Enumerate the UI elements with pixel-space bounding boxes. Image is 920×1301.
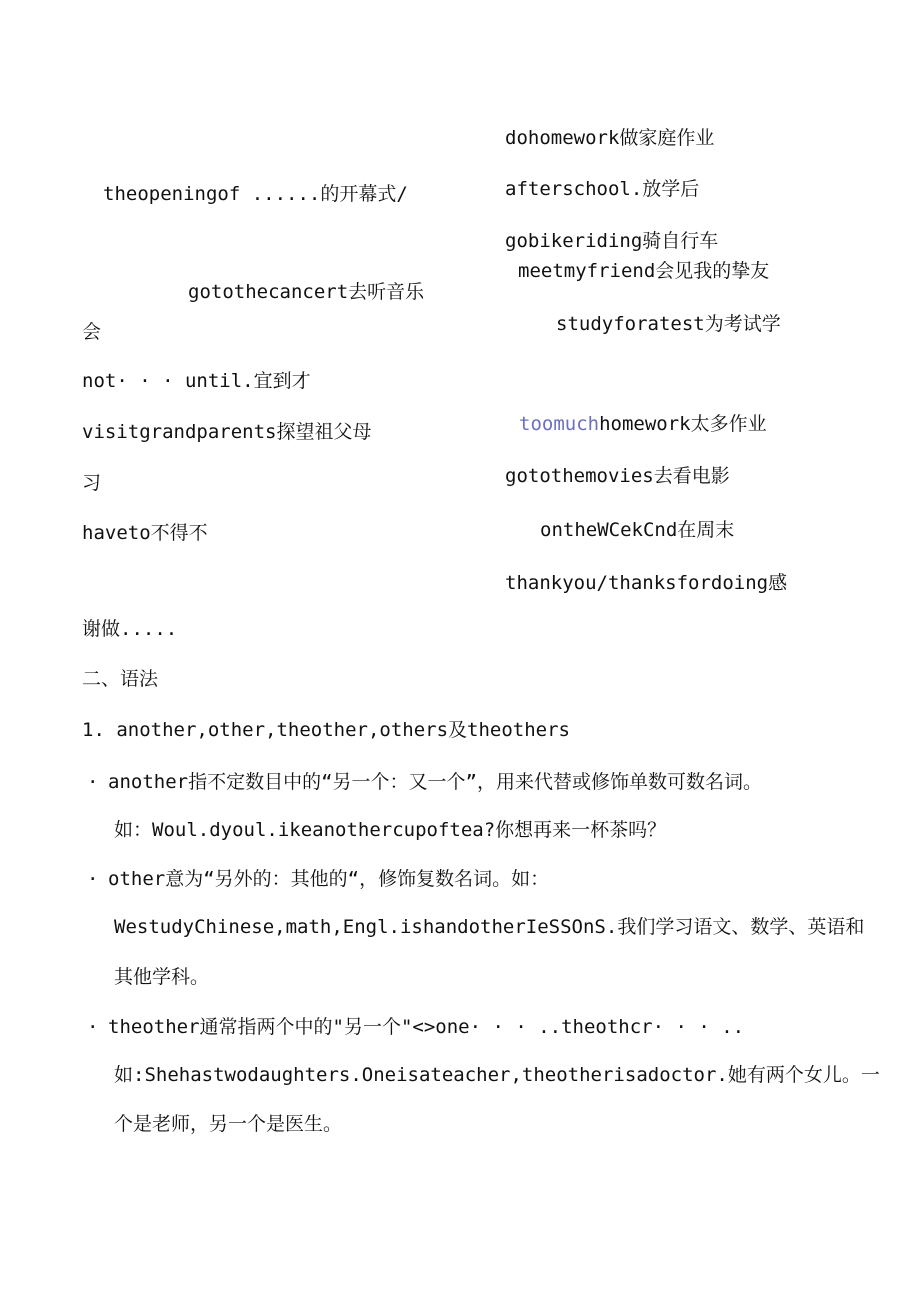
grammar-theother-example-1: 如:Shehastwodaughters.Oneisateacher,theotherisadoctor.她有两个女儿。一	[114, 1064, 880, 1086]
grammar-other-example-2: 其他学科。	[114, 966, 210, 988]
grammar-other-example-1: WestudyChinese,math,Engl.ishandotherIeSSOnS.我们学习语文、数学、英语和	[114, 916, 865, 938]
vocab-the-opening-of: theopeningof ......的开幕式/	[103, 183, 408, 205]
vocab-too-much-rest: homework太多作业	[599, 413, 767, 435]
grammar-heading: 二、语法	[82, 668, 159, 690]
vocab-study-for-a-test: studyforatest为考试学	[556, 313, 781, 335]
grammar-theother-text: theother通常指两个中的"另一个"<>one· · · ..theothcr· · · ..	[108, 1016, 745, 1038]
vocab-not-until: not· · · until.宜到才	[82, 370, 311, 392]
vocab-too-much-prefix: toomuch	[519, 413, 600, 435]
grammar-another-text: another指不定数目中的“另一个：又一个”，用来代替或修饰单数可数名词。	[108, 771, 762, 793]
bullet-marker: ·	[87, 771, 99, 793]
vocab-study-cont: 习	[82, 472, 102, 494]
vocab-too-much-homework	[519, 412, 767, 436]
vocab-have-to: haveto不得不	[82, 522, 208, 544]
grammar-theother-example-2: 个是老师，另一个是医生。	[114, 1113, 343, 1135]
grammar-item-1-title: 1. another,other,theother,others及theothers	[82, 719, 570, 741]
vocab-do-homework: dohomework做家庭作业	[505, 127, 715, 149]
vocab-thanks-for-doing: thankyou/thanksfordoing感	[505, 572, 788, 594]
vocab-go-to-movies: gotothemovies去看电影	[505, 465, 730, 487]
grammar-another-example: 如：Woul.dyoul.ikeanothercupoftea?你想再来一杯茶吗？	[114, 819, 667, 841]
grammar-other-text: other意为“另外的：其他的“，修饰复数名词。如：	[108, 868, 550, 890]
vocab-go-bike-riding: gobikeriding骑自行车	[505, 230, 719, 252]
vocab-concert-cont: 会	[82, 321, 102, 343]
vocab-on-weekend: ontheWCekCnd在周末	[540, 519, 735, 541]
bullet-marker: ·	[87, 868, 99, 890]
vocab-after-school: afterschool.放学后	[505, 178, 700, 200]
vocab-thanks-cont: 谢做.....	[82, 618, 178, 640]
vocab-go-to-concert: gotothecancert去听音乐	[188, 281, 425, 303]
vocab-visit-grandparents: visitgrandparents探望祖父母	[82, 421, 372, 443]
bullet-marker: ·	[87, 1016, 99, 1038]
vocab-meet-my-friend: meetmyfriend会见我的挚友	[518, 260, 770, 282]
